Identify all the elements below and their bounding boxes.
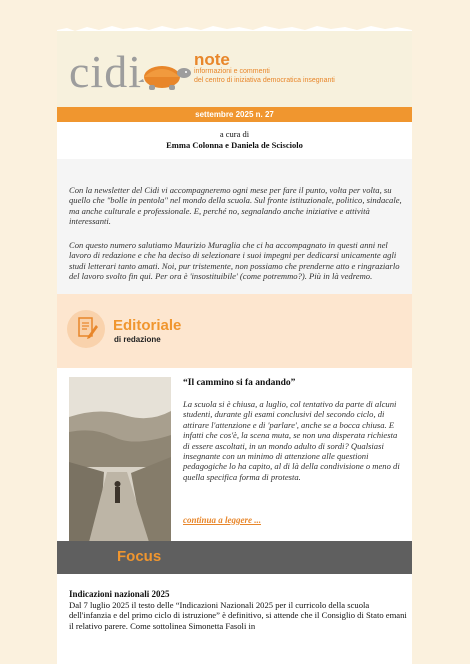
editors-block xyxy=(57,129,412,150)
intro-paragraph-2: Con questo numero salutiamo Maurizio Muraglia che ci ha accompagnato in questi anni nel lavoro di redazione e che ha deciso di selezionare i suoi impegni per dedicarsi unicamente agli studi letterari tanto amati. Noi, pur tristemente, non possiamo che prenderne atto e ringraziarlo del lavoro svolto fin qui. Per ora è 'insostituibile' (come potremmo?). Più in là vedremo. xyxy=(69,240,400,282)
newsletter-header xyxy=(57,31,412,107)
intro-paragraph-1: Con la newsletter del Cidi vi accompagneremo ogni mese per fare il punto, volta per volta, su quello che "bolle in pentola" nel mondo della scuola. Sul fronte istituzionale, politico, sindacale, ma anche culturale e professionale. E, perché no, segnalando anche iniziative e attività interessanti. xyxy=(69,185,402,227)
cidi-logo: cidi xyxy=(69,46,142,97)
editoriale-title: Editoriale xyxy=(113,317,182,334)
focus-item-title: Indicazioni nazionali 2025 xyxy=(69,589,170,599)
editors-prefix: a cura di xyxy=(219,129,250,139)
article-photo xyxy=(69,377,171,542)
focus-title: Focus xyxy=(117,548,162,565)
issue-bar: settembre 2025 n. 27 xyxy=(57,107,412,122)
article-title: “Il cammino si fa andando” xyxy=(183,378,296,388)
focus-item-body: Dal 7 luglio 2025 il testo delle “Indicazioni Nazionali 2025 per il curricolo della scuola dell'infanzia e del primo ciclo di istruzione” è definitivo, si attende che il Consiglio di Stato emani il relativo parere. Come sottolinea Simonetta Fasoli in xyxy=(69,600,407,631)
pencil-document-icon xyxy=(78,316,98,340)
brand-tagline-line-2: del centro di iniziativa democratica insegnanti xyxy=(194,76,335,84)
editors-names: Emma Colonna e Daniela de Scisciolo xyxy=(166,139,303,150)
article-excerpt: La scuola si è chiusa, a luglio, col tentativo da parte di alcuni studenti, durante gli esami conclusivi del secondo ciclo, di attirare l'attenzione e di 'parlare', anche se a bocca chiusa. E infatti che cos'è, la scena muta, se non una disperata richiesta di essere ascoltati, in un mondo adulto di sordi? Qualsiasi insegnante con un minimo di attenzione alle questioni pedagogiche lo ha capito, al di là della condivisione o meno di quella specifica forma di protesta. xyxy=(183,399,400,482)
brand-name: note xyxy=(194,50,230,69)
editoriale-subtitle: di redazione xyxy=(114,335,161,344)
brand-block xyxy=(194,51,335,85)
continue-reading-link[interactable]: continua a leggere ... xyxy=(183,515,261,525)
newsletter-sheet xyxy=(57,31,412,664)
brand-tagline-line-1: informazioni e commenti xyxy=(194,68,270,75)
editoriale-section-header xyxy=(57,294,412,368)
focus-section-header xyxy=(57,541,412,574)
turtle-icon xyxy=(137,57,193,91)
